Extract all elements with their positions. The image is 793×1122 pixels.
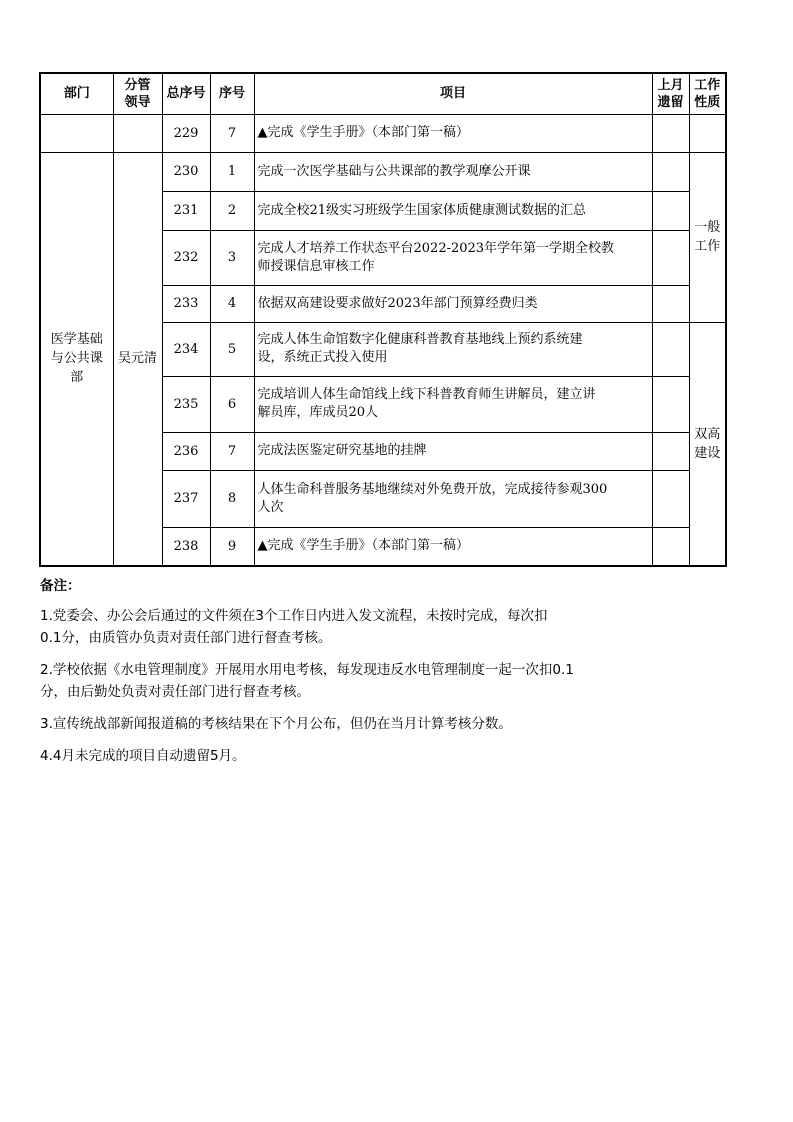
total-no-cell: 230 xyxy=(162,152,210,191)
seq-cell: 3 xyxy=(210,230,254,285)
last-month-cell xyxy=(652,285,689,322)
header-last-month: 上月 遗留 xyxy=(652,73,689,114)
last-month-cell xyxy=(652,376,689,432)
notes-section xyxy=(40,574,720,777)
note-item: 2.学校依据《水电管理制度》开展用水用电考核，每发现违反水电管理制度一起一次扣0.1 分，由后勤处负责对责任部门进行督查考核。 xyxy=(40,662,574,700)
last-month-cell xyxy=(652,152,689,191)
total-no-cell: 231 xyxy=(162,191,210,230)
project-cell: 完成全校21级实习班级学生国家体质健康测试数据的汇总 xyxy=(254,191,652,230)
project-cell: 完成人才培养工作状态平台2022-2023年学年第一学期全校教 师授课信息审核工作 xyxy=(254,230,652,285)
note-item: 3.宣传统战部新闻报道稿的考核结果在下个月公布，但仍在当月计算考核分数。 xyxy=(40,716,512,732)
seq-cell: 4 xyxy=(210,285,254,322)
seq-cell: 1 xyxy=(210,152,254,191)
last-month-cell xyxy=(652,191,689,230)
total-no-cell: 238 xyxy=(162,527,210,566)
seq-cell: 9 xyxy=(210,527,254,566)
total-no-cell: 233 xyxy=(162,285,210,322)
total-no-cell: 234 xyxy=(162,322,210,376)
seq-cell: 6 xyxy=(210,376,254,432)
table-row xyxy=(40,152,726,191)
total-no-cell: 235 xyxy=(162,376,210,432)
total-no-cell: 229 xyxy=(162,114,210,152)
seq-cell: 2 xyxy=(210,191,254,230)
last-month-cell xyxy=(652,527,689,566)
work-type-cell xyxy=(689,114,726,152)
total-no-cell: 236 xyxy=(162,432,210,470)
dept-cell: 医学基础 与公共课 部 xyxy=(40,152,113,566)
header-row xyxy=(40,73,726,114)
project-cell: 完成法医鉴定研究基地的挂牌 xyxy=(254,432,652,470)
header-leader: 分管 领导 xyxy=(113,73,162,114)
project-cell: ▲完成《学生手册》（本部门第一稿） xyxy=(254,114,652,152)
last-month-cell xyxy=(652,432,689,470)
header-dept: 部门 xyxy=(40,73,113,114)
table-row xyxy=(40,114,726,152)
project-cell: ▲完成《学生手册》（本部门第一稿） xyxy=(254,527,652,566)
seq-cell: 5 xyxy=(210,322,254,376)
last-month-cell xyxy=(652,230,689,285)
leader-cell: 吴元清 xyxy=(113,152,162,566)
leader-cell-empty xyxy=(113,114,162,152)
seq-cell: 7 xyxy=(210,114,254,152)
work-plan-table xyxy=(39,72,727,567)
work-type-cell-double: 双高 建设 xyxy=(689,322,726,566)
note-item: 4.4月未完成的项目自动遗留5月。 xyxy=(40,748,246,764)
project-cell: 完成人体生命馆数字化健康科普教育基地线上预约系统建 设，系统正式投入使用 xyxy=(254,322,652,376)
seq-cell: 8 xyxy=(210,470,254,527)
header-project: 项目 xyxy=(254,73,652,114)
total-no-cell: 232 xyxy=(162,230,210,285)
last-month-cell xyxy=(652,322,689,376)
note-item: 1.党委会、办公会后通过的文件须在3个工作日内进入发文流程，未按时完成，每次扣 0.1分，由质管办负责对责任部门进行督查考核。 xyxy=(40,608,548,646)
header-total-no: 总序号 xyxy=(162,73,210,114)
total-no-cell: 237 xyxy=(162,470,210,527)
last-month-cell xyxy=(652,470,689,527)
last-month-cell xyxy=(652,114,689,152)
header-seq: 序号 xyxy=(210,73,254,114)
project-cell: 依据双高建设要求做好2023年部门预算经费归类 xyxy=(254,285,652,322)
header-work-type: 工作 性质 xyxy=(689,73,726,114)
work-type-cell-general: 一般 工作 xyxy=(689,152,726,322)
project-cell: 完成一次医学基础与公共课部的教学观摩公开课 xyxy=(254,152,652,191)
dept-cell-empty xyxy=(40,114,113,152)
project-cell: 完成培训人体生命馆线上线下科普教育师生讲解员，建立讲 解员库，库成员20人 xyxy=(254,376,652,432)
seq-cell: 7 xyxy=(210,432,254,470)
project-cell: 人体生命科普服务基地继续对外免费开放，完成接待参观300 人次 xyxy=(254,470,652,527)
notes-title: 备注： xyxy=(40,578,81,594)
